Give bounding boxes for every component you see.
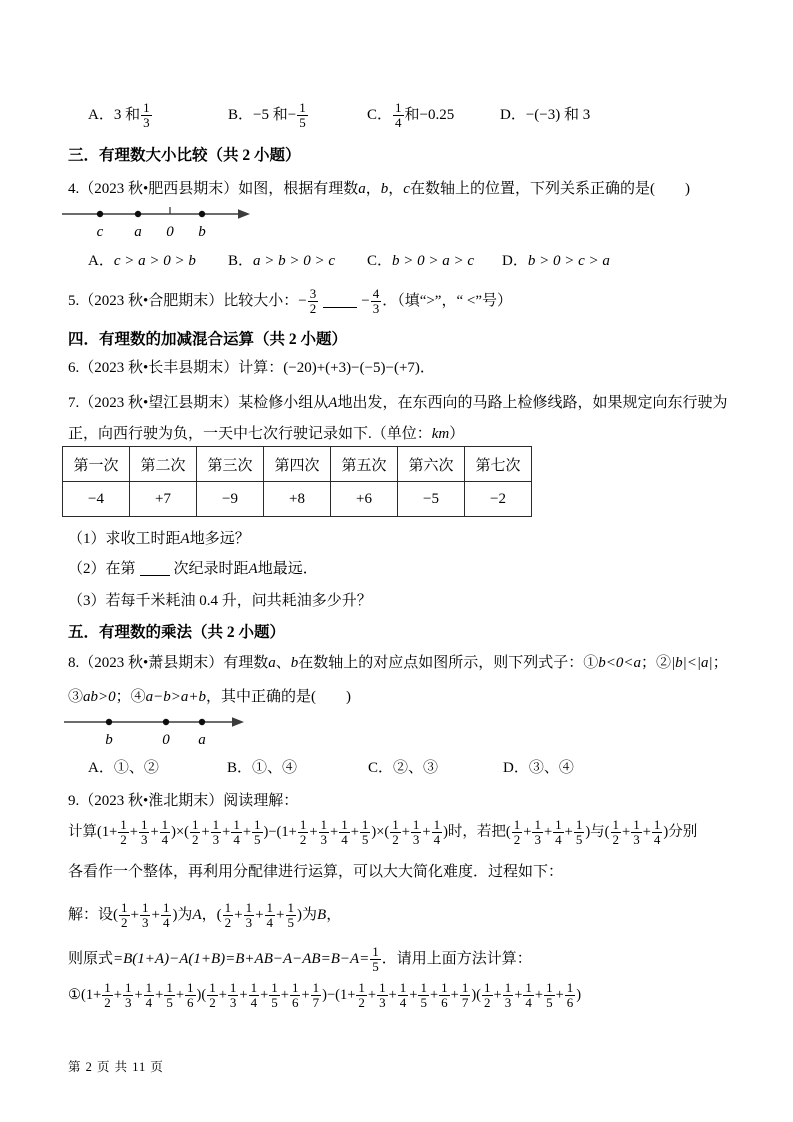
option-text: ①、④ xyxy=(252,760,298,776)
trip-record-table xyxy=(62,446,532,517)
question-7-part2: （2）在第 次纪录时距A地最远． xyxy=(68,561,318,577)
point-b xyxy=(199,211,205,217)
q8-option-d xyxy=(503,756,574,777)
point-b xyxy=(106,719,112,725)
numberline-label: 0 xyxy=(162,732,170,748)
table-header-cell: 第四次 xyxy=(264,447,331,482)
section-heading-comparison: 三．有理数大小比较（共 2 小题） xyxy=(68,147,301,164)
section-heading-mixed-ops: 四．有理数的加减混合运算（共 2 小题） xyxy=(68,331,348,348)
question-4-text: 4.（2023 秋•肥西县期末）如图，根据有理数a，b，c在数轴上的位置，下列关系正确的是( ) xyxy=(68,181,690,197)
q3-option-a xyxy=(88,93,153,137)
question-9-head: 9.（2023 秋•淮北期末）阅读理解： xyxy=(68,793,299,809)
option-label: B． xyxy=(228,253,254,269)
point-a xyxy=(199,719,205,725)
table-value-cell: +8 xyxy=(264,482,331,517)
q3-option-d xyxy=(500,93,590,137)
question-7-text: 7.（2023 秋•望江县期末）某检修小组从A地出发，在东西向的马路上检修线路，如果规定向东行驶为正，向西行驶为负，一天中七次行驶记录如下.（单位：km） xyxy=(68,395,728,442)
option-math: c > a > 0 > b xyxy=(113,253,196,269)
point-a xyxy=(135,211,141,217)
numberline-label: c xyxy=(96,224,104,240)
arrowhead-icon xyxy=(232,717,244,727)
table-value-cell: −4 xyxy=(63,482,130,517)
numberline-label: b xyxy=(198,224,206,240)
table-header-cell: 第二次 xyxy=(130,447,197,482)
q8-option-a xyxy=(88,756,159,777)
option-text: ③、④ xyxy=(528,760,574,776)
q3-option-b xyxy=(228,93,309,137)
option-label: A． xyxy=(88,760,114,776)
page-number-footer: 第 2 页 共 11 页 xyxy=(68,1060,164,1074)
point-c xyxy=(97,211,103,217)
q8-options-row xyxy=(0,756,793,780)
question-9-exercise-1: ①(1+ $\frac{1}{2}$ + $\frac{1}{3}$ + $\frac{1}{4}$ + $\frac{1}{5}$ + $\frac{1}{6}$ )( $\frac{1}{2}$ + $\frac{1}{3}$ + $\frac{1}{4}$ + $\frac{1}{5}$ + $\frac{1}{6}$ + $\frac{1}{7}$ )−(1+ $\frac{1}{2}$ + $\frac{1}{3}$ + $\frac{1}{4}$ + $\frac{1}{5}$ + $\frac{1}{6}$ + $\frac{1}{7}$ )( $\frac{1}{2}$ + $\frac{1}{3}$ + $\frac{1}{4}$ + $\frac{1}{5}$ + $\frac{1}{6}$ ) xyxy=(68,979,582,1011)
question-9-calc-line: 计算(1+ $\frac{1}{2}$ + $\frac{1}{3}$ + $\frac{1}{4}$ )×( $\frac{1}{2}$ + $\frac{1}{3}$ + $\frac{1}{4}$ + $\frac{1}{5}$ )−(1+ $\frac{1}{2}$ + $\frac{1}{3}$ + $\frac{1}{4}$ + $\frac{1}{5}$ )×( $\frac{1}{2}$ + $\frac{1}{3}$ + $\frac{1}{4}$ )时，若把( $\frac{1}{2}$ + $\frac{1}{3}$ + $\frac{1}{4}$ + $\frac{1}{5}$ )与( $\frac{1}{2}$ + $\frac{1}{3}$ + $\frac{1}{4}$ )分别 xyxy=(68,816,698,848)
option-label: A． xyxy=(88,107,114,123)
question-9-solution-setup: 解：设( $\frac{1}{2}$ + $\frac{1}{3}$ + $\frac{1}{4}$ )为A，( $\frac{1}{2}$ + $\frac{1}{3}$ + $\frac{1}{4}$ + $\frac{1}{5}$ )为B， xyxy=(68,899,342,931)
question-5-text: 5.（2023 秋•合肥期末）比较大小：− $\frac{3}{2}$ − $\frac{4}{3}$ ．（填“>”，“ <”号） xyxy=(68,285,512,317)
option-math: b > 0 > a > c xyxy=(392,253,475,269)
numberline-q4 xyxy=(62,198,262,244)
table-value-cell: −2 xyxy=(465,482,532,517)
option-label: A． xyxy=(88,253,114,269)
option-label: D． xyxy=(500,107,526,123)
option-text: ②、③ xyxy=(393,760,439,776)
q4-options-row xyxy=(0,249,793,273)
numberline-label: a xyxy=(198,732,206,748)
option-formula: −5 和− $\frac{1}{5}$ xyxy=(253,99,306,131)
q8-option-b xyxy=(227,756,297,777)
arrowhead-icon xyxy=(238,209,250,219)
option-formula: $\frac{1}{4}$ 和−0.25 xyxy=(395,99,455,131)
section-heading-multiplication: 五．有理数的乘法（共 2 小题） xyxy=(68,624,286,641)
table-value-row xyxy=(63,482,532,517)
question-9-note: 各看作一个整体，再利用分配律进行运算，可以大大简化难度．过程如下： xyxy=(68,864,564,880)
table-value-cell: +7 xyxy=(130,482,197,517)
q4-option-b xyxy=(228,249,335,270)
table-value-cell: +6 xyxy=(331,482,398,517)
option-label: D． xyxy=(503,760,529,776)
option-math: a > b > 0 > c xyxy=(253,253,336,269)
table-header-cell: 第一次 xyxy=(63,447,130,482)
table-value-cell: −5 xyxy=(398,482,465,517)
option-formula: 3 和 $\frac{1}{3}$ xyxy=(113,99,150,131)
table-header-cell: 第六次 xyxy=(398,447,465,482)
q4-option-c xyxy=(367,249,474,270)
table-header-row xyxy=(63,447,532,482)
question-7-part1: （1）求收工时距A地多远？ xyxy=(68,531,250,547)
q3-options-row xyxy=(0,93,793,137)
table-header-cell: 第三次 xyxy=(197,447,264,482)
q3-option-c xyxy=(367,93,454,137)
option-label: C． xyxy=(367,253,393,269)
point-zero xyxy=(163,719,169,725)
numberline-label: b xyxy=(105,732,113,748)
question-7-part3: （3）若每千米耗油 0.4 升，问共耗油多少升？ xyxy=(68,593,372,609)
option-label: B． xyxy=(227,760,253,776)
option-formula: −(−3) 和 3 xyxy=(525,107,591,123)
option-text: ①、② xyxy=(113,760,159,776)
q8-option-c xyxy=(368,756,438,777)
question-6-text: 6.（2023 秋•长丰县期末）计算：(−20)+(+3)−(−5)−(+7)． xyxy=(68,360,435,376)
numberline-label: 0 xyxy=(166,224,174,240)
option-math: b > 0 > c > a xyxy=(527,253,610,269)
question-9-solution-derivation: 则原式=B(1+A)−A(1+B)=B+AB−A−AB=B−A= $\frac{1}{5}$ ．请用上面方法计算： xyxy=(68,943,532,975)
option-label: C． xyxy=(368,760,394,776)
numberline-label: a xyxy=(134,224,142,240)
q4-option-a xyxy=(88,249,196,270)
question-8-text: 8.（2023 秋•萧县期末）有理数a、b在数轴上的对应点如图所示，则下列式子：①b<0<a；②|b|<|a|；③ab>0；④a−b>a+b，其中正确的是( ) xyxy=(68,655,728,705)
numberline-q8 xyxy=(64,706,264,752)
option-label: B． xyxy=(228,107,254,123)
option-label: D． xyxy=(502,253,528,269)
table-header-cell: 第五次 xyxy=(331,447,398,482)
q4-option-d xyxy=(502,249,610,270)
table-header-cell: 第七次 xyxy=(465,447,532,482)
table-value-cell: −9 xyxy=(197,482,264,517)
option-label: C． xyxy=(367,107,393,123)
